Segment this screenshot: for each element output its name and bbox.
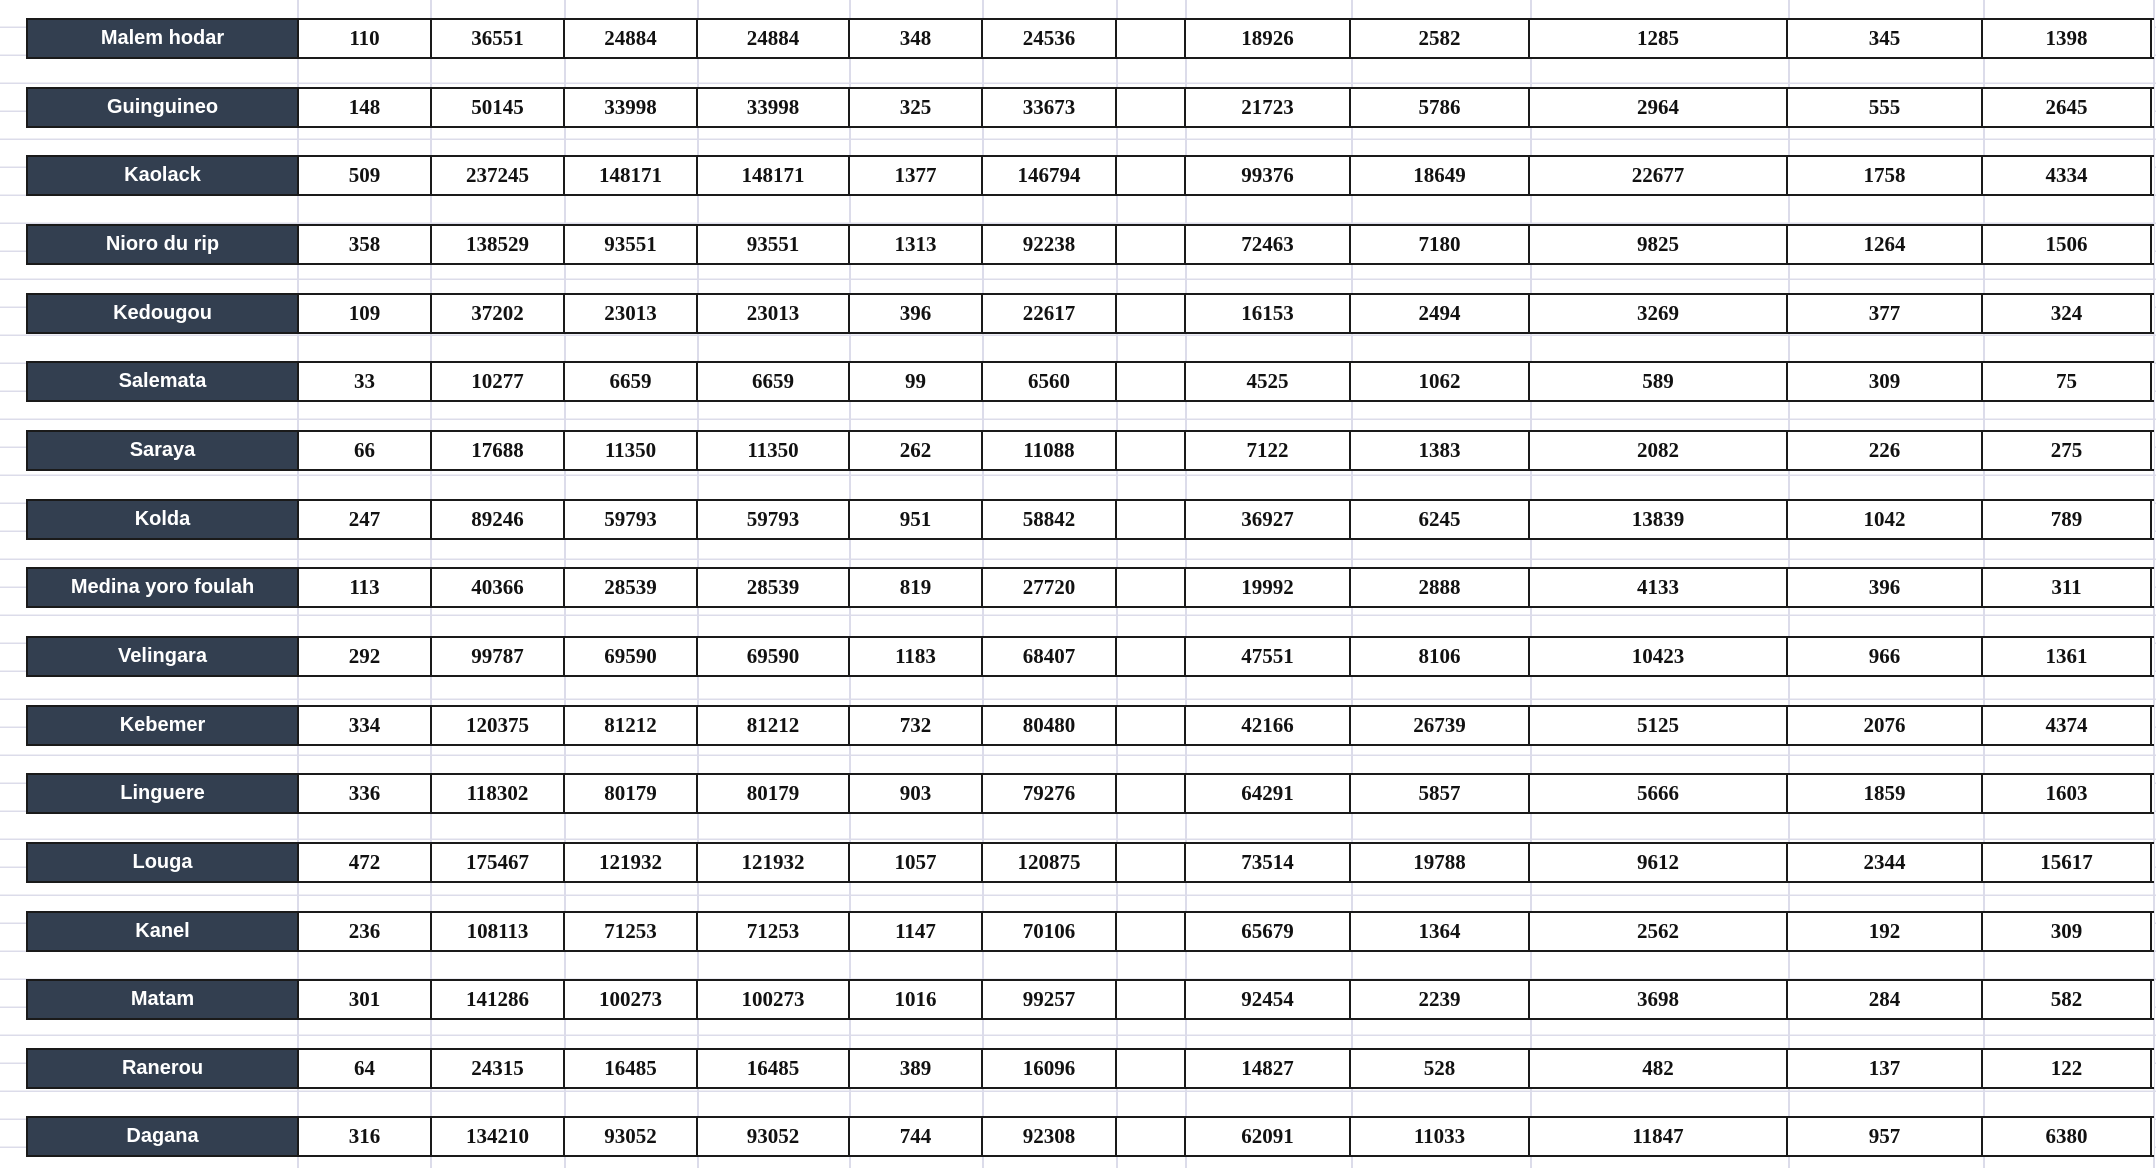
table-cell[interactable]: 1603 — [1983, 775, 2152, 812]
table-cell[interactable]: 1364 — [1351, 913, 1530, 950]
row-header-cell[interactable]: Medina yoro foulah — [26, 569, 299, 606]
table-cell[interactable]: 3698 — [1530, 981, 1788, 1018]
table-cell[interactable]: 80179 — [565, 775, 698, 812]
table-cell[interactable]: 11350 — [698, 432, 850, 469]
table-cell[interactable]: 4525 — [1186, 363, 1351, 400]
table-cell[interactable]: 6659 — [565, 363, 698, 400]
table-cell[interactable]: 966 — [1788, 638, 1983, 675]
table-cell[interactable]: 69590 — [565, 638, 698, 675]
table-cell[interactable]: 957 — [1788, 1118, 1983, 1155]
table-cell[interactable]: 11847 — [1530, 1118, 1788, 1155]
table-cell[interactable]: 27720 — [983, 569, 1117, 606]
table-row — [26, 1116, 2154, 1157]
table-cell[interactable] — [1117, 501, 1186, 538]
table-cell[interactable]: 14827 — [1186, 1050, 1351, 1087]
table-row — [26, 18, 2154, 59]
table-cell[interactable]: 2494 — [1351, 295, 1530, 332]
table-cell[interactable]: 10423 — [1530, 638, 1788, 675]
table-row — [26, 361, 2154, 402]
table-cell[interactable]: 4374 — [1983, 707, 2152, 744]
table-cell[interactable]: 5786 — [1351, 89, 1530, 126]
table-row — [26, 87, 2154, 128]
table-cell[interactable]: 118302 — [432, 775, 565, 812]
table-cell[interactable]: 93052 — [698, 1118, 850, 1155]
table-cell[interactable]: 819 — [850, 569, 983, 606]
table-cell[interactable]: 23013 — [698, 295, 850, 332]
table-cell[interactable]: 789 — [1983, 501, 2152, 538]
table-cell[interactable] — [1117, 1050, 1186, 1087]
table-cell[interactable]: 336 — [299, 775, 432, 812]
table-cell[interactable]: 10277 — [432, 363, 565, 400]
table-cell[interactable]: 18649 — [1351, 157, 1530, 194]
table-cell[interactable]: 11088 — [983, 432, 1117, 469]
table-cell[interactable]: 109 — [299, 295, 432, 332]
table-cell[interactable]: 24315 — [432, 1050, 565, 1087]
row-header-cell[interactable]: Malem hodar — [26, 20, 299, 57]
table-cell[interactable] — [1117, 569, 1186, 606]
table-cell[interactable]: 40366 — [432, 569, 565, 606]
table-cell[interactable]: 93052 — [565, 1118, 698, 1155]
table-cell[interactable]: 22677 — [1530, 157, 1788, 194]
table-cell[interactable]: 1398 — [1983, 20, 2152, 57]
table-row — [26, 773, 2154, 814]
table-cell[interactable]: 1264 — [1788, 226, 1983, 263]
table-cell[interactable]: 316 — [299, 1118, 432, 1155]
row-header-cell[interactable]: Kanel — [26, 913, 299, 950]
table-cell[interactable]: 6245 — [1351, 501, 1530, 538]
table-cell[interactable]: 93551 — [698, 226, 850, 263]
table-cell[interactable] — [1117, 844, 1186, 881]
table-cell[interactable] — [1117, 707, 1186, 744]
table-cell[interactable]: 89246 — [432, 501, 565, 538]
table-cell[interactable]: 92454 — [1186, 981, 1351, 1018]
table-cell[interactable]: 28539 — [698, 569, 850, 606]
table-cell[interactable]: 345 — [1788, 20, 1983, 57]
table-cell[interactable]: 122 — [1983, 1050, 2152, 1087]
table-cell[interactable]: 4133 — [1530, 569, 1788, 606]
table-cell[interactable]: 324 — [1983, 295, 2152, 332]
table-cell[interactable]: 237245 — [432, 157, 565, 194]
table-cell[interactable]: 24884 — [698, 20, 850, 57]
table-row — [26, 979, 2154, 1020]
table-cell[interactable]: 108113 — [432, 913, 565, 950]
row-header-cell[interactable]: Matam — [26, 981, 299, 1018]
table-cell[interactable]: 472 — [299, 844, 432, 881]
table-cell[interactable]: 2239 — [1351, 981, 1530, 1018]
table-cell[interactable] — [1117, 913, 1186, 950]
table-cell[interactable]: 275 — [1983, 432, 2152, 469]
table-cell[interactable]: 65679 — [1186, 913, 1351, 950]
table-cell[interactable] — [1117, 981, 1186, 1018]
table-cell[interactable]: 64291 — [1186, 775, 1351, 812]
table-cell[interactable]: 93551 — [565, 226, 698, 263]
row-header-cell[interactable]: Kolda — [26, 501, 299, 538]
table-cell[interactable]: 528 — [1351, 1050, 1530, 1087]
table-cell[interactable]: 2582 — [1351, 20, 1530, 57]
table-cell[interactable]: 71253 — [565, 913, 698, 950]
table-cell[interactable]: 732 — [850, 707, 983, 744]
table-cell[interactable]: 5666 — [1530, 775, 1788, 812]
table-cell[interactable]: 58842 — [983, 501, 1117, 538]
table-cell[interactable]: 33998 — [565, 89, 698, 126]
table-cell[interactable]: 80179 — [698, 775, 850, 812]
table-cell[interactable]: 1147 — [850, 913, 983, 950]
table-cell[interactable] — [1117, 432, 1186, 469]
table-cell[interactable]: 148171 — [698, 157, 850, 194]
table-cell[interactable]: 99376 — [1186, 157, 1351, 194]
row-header-cell[interactable]: Ranerou — [26, 1050, 299, 1087]
table-cell[interactable]: 99 — [850, 363, 983, 400]
table-cell[interactable]: 311 — [1983, 569, 2152, 606]
table-cell[interactable]: 301 — [299, 981, 432, 1018]
table-cell[interactable]: 26739 — [1351, 707, 1530, 744]
table-cell[interactable]: 22617 — [983, 295, 1117, 332]
table-cell[interactable] — [1117, 1118, 1186, 1155]
table-cell[interactable]: 148171 — [565, 157, 698, 194]
table-cell[interactable]: 5857 — [1351, 775, 1530, 812]
table-cell[interactable]: 100273 — [698, 981, 850, 1018]
table-cell[interactable]: 138529 — [432, 226, 565, 263]
table-row — [26, 911, 2154, 952]
row-header-cell[interactable]: Linguere — [26, 775, 299, 812]
table-cell[interactable]: 325 — [850, 89, 983, 126]
table-cell[interactable]: 1506 — [1983, 226, 2152, 263]
table-cell[interactable]: 903 — [850, 775, 983, 812]
table-cell[interactable]: 509 — [299, 157, 432, 194]
table-cell[interactable]: 1042 — [1788, 501, 1983, 538]
table-cell[interactable]: 99787 — [432, 638, 565, 675]
table-cell[interactable]: 309 — [1983, 913, 2152, 950]
table-cell[interactable]: 2888 — [1351, 569, 1530, 606]
table-row — [26, 705, 2154, 746]
table-cell[interactable]: 2344 — [1788, 844, 1983, 881]
table-cell[interactable] — [1117, 775, 1186, 812]
table-cell[interactable]: 33998 — [698, 89, 850, 126]
table-cell[interactable]: 13839 — [1530, 501, 1788, 538]
table-cell[interactable] — [1117, 89, 1186, 126]
table-cell[interactable]: 141286 — [432, 981, 565, 1018]
table-cell[interactable]: 2082 — [1530, 432, 1788, 469]
table-cell[interactable]: 92238 — [983, 226, 1117, 263]
table-cell[interactable]: 1383 — [1351, 432, 1530, 469]
table-cell[interactable]: 71253 — [698, 913, 850, 950]
table-cell[interactable]: 146794 — [983, 157, 1117, 194]
table-cell[interactable]: 2562 — [1530, 913, 1788, 950]
table-cell[interactable]: 59793 — [698, 501, 850, 538]
table-cell[interactable] — [1117, 157, 1186, 194]
table-cell[interactable]: 175467 — [432, 844, 565, 881]
table-cell[interactable]: 80480 — [983, 707, 1117, 744]
table-cell[interactable]: 19788 — [1351, 844, 1530, 881]
table-cell[interactable]: 121932 — [698, 844, 850, 881]
table-cell[interactable] — [1117, 20, 1186, 57]
table-cell[interactable]: 2645 — [1983, 89, 2152, 126]
table-row — [26, 430, 2154, 471]
table-cell[interactable]: 4334 — [1983, 157, 2152, 194]
table-cell[interactable]: 69590 — [698, 638, 850, 675]
table-cell[interactable]: 92308 — [983, 1118, 1117, 1155]
table-cell[interactable]: 66 — [299, 432, 432, 469]
table-cell[interactable]: 2964 — [1530, 89, 1788, 126]
table-cell[interactable]: 24884 — [565, 20, 698, 57]
table-cell[interactable]: 5125 — [1530, 707, 1788, 744]
table-cell[interactable]: 121932 — [565, 844, 698, 881]
table-cell[interactable]: 744 — [850, 1118, 983, 1155]
table-cell[interactable]: 11033 — [1351, 1118, 1530, 1155]
table-cell[interactable]: 2076 — [1788, 707, 1983, 744]
table-cell[interactable]: 16485 — [565, 1050, 698, 1087]
table-cell[interactable]: 47551 — [1186, 638, 1351, 675]
table-cell[interactable]: 68407 — [983, 638, 1117, 675]
table-row — [26, 567, 2154, 608]
table-cell[interactable]: 1285 — [1530, 20, 1788, 57]
table-cell[interactable]: 262 — [850, 432, 983, 469]
table-row — [26, 293, 2154, 334]
table-row — [26, 224, 2154, 265]
row-header-cell[interactable]: Kedougou — [26, 295, 299, 332]
table-cell[interactable]: 64 — [299, 1050, 432, 1087]
table-cell[interactable]: 33673 — [983, 89, 1117, 126]
table-cell[interactable]: 73514 — [1186, 844, 1351, 881]
table-cell[interactable]: 99257 — [983, 981, 1117, 1018]
table-cell[interactable]: 17688 — [432, 432, 565, 469]
table-cell[interactable]: 247 — [299, 501, 432, 538]
table-cell[interactable]: 70106 — [983, 913, 1117, 950]
table-cell[interactable]: 16485 — [698, 1050, 850, 1087]
table-cell[interactable]: 100273 — [565, 981, 698, 1018]
table-cell[interactable]: 482 — [1530, 1050, 1788, 1087]
table-cell[interactable] — [1117, 363, 1186, 400]
table-cell[interactable]: 358 — [299, 226, 432, 263]
table-cell[interactable]: 555 — [1788, 89, 1983, 126]
table-cell[interactable]: 148 — [299, 89, 432, 126]
table-cell[interactable] — [1117, 638, 1186, 675]
row-header-cell[interactable]: Velingara — [26, 638, 299, 675]
table-cell[interactable]: 6380 — [1983, 1118, 2152, 1155]
table-cell[interactable]: 81212 — [698, 707, 850, 744]
table-cell[interactable]: 309 — [1788, 363, 1983, 400]
table-cell[interactable]: 334 — [299, 707, 432, 744]
table-cell[interactable]: 21723 — [1186, 89, 1351, 126]
table-cell[interactable]: 120375 — [432, 707, 565, 744]
table-cell[interactable]: 1859 — [1788, 775, 1983, 812]
table-cell[interactable]: 3269 — [1530, 295, 1788, 332]
table-cell[interactable]: 1758 — [1788, 157, 1983, 194]
table-cell[interactable]: 59793 — [565, 501, 698, 538]
table-cell[interactable]: 1016 — [850, 981, 983, 1018]
table-cell[interactable]: 23013 — [565, 295, 698, 332]
table-cell[interactable]: 951 — [850, 501, 983, 538]
table-cell[interactable]: 6560 — [983, 363, 1117, 400]
table-cell[interactable]: 33 — [299, 363, 432, 400]
table-cell[interactable]: 137 — [1788, 1050, 1983, 1087]
table-row — [26, 1048, 2154, 1089]
table-cell[interactable]: 75 — [1983, 363, 2152, 400]
table-cell[interactable]: 9825 — [1530, 226, 1788, 263]
table-cell[interactable]: 396 — [850, 295, 983, 332]
row-header-cell[interactable]: Guinguineo — [26, 89, 299, 126]
table-cell[interactable]: 236 — [299, 913, 432, 950]
table-cell[interactable]: 8106 — [1351, 638, 1530, 675]
table-row — [26, 636, 2154, 677]
table-cell[interactable]: 42166 — [1186, 707, 1351, 744]
table-row — [26, 842, 2154, 883]
table-cell[interactable]: 1361 — [1983, 638, 2152, 675]
table-cell[interactable]: 6659 — [698, 363, 850, 400]
table-cell[interactable] — [1117, 295, 1186, 332]
table-cell[interactable]: 110 — [299, 20, 432, 57]
table-cell[interactable]: 1377 — [850, 157, 983, 194]
table-cell[interactable]: 113 — [299, 569, 432, 606]
row-header-cell[interactable]: Louga — [26, 844, 299, 881]
table-cell[interactable]: 377 — [1788, 295, 1983, 332]
table-cell[interactable]: 396 — [1788, 569, 1983, 606]
table-cell[interactable]: 7122 — [1186, 432, 1351, 469]
table-cell[interactable]: 36551 — [432, 20, 565, 57]
table-cell[interactable]: 16096 — [983, 1050, 1117, 1087]
table-cell[interactable]: 1183 — [850, 638, 983, 675]
table-cell[interactable]: 18926 — [1186, 20, 1351, 57]
table-cell[interactable]: 72463 — [1186, 226, 1351, 263]
table-cell[interactable]: 50145 — [432, 89, 565, 126]
table-cell[interactable]: 120875 — [983, 844, 1117, 881]
table-cell[interactable]: 19992 — [1186, 569, 1351, 606]
table-cell[interactable]: 79276 — [983, 775, 1117, 812]
table-cell[interactable]: 226 — [1788, 432, 1983, 469]
table-cell[interactable]: 7180 — [1351, 226, 1530, 263]
table-cell[interactable]: 582 — [1983, 981, 2152, 1018]
table-cell[interactable]: 1313 — [850, 226, 983, 263]
table-cell[interactable]: 134210 — [432, 1118, 565, 1155]
table-cell[interactable]: 36927 — [1186, 501, 1351, 538]
table-cell[interactable]: 284 — [1788, 981, 1983, 1018]
table-cell[interactable]: 389 — [850, 1050, 983, 1087]
table-cell[interactable]: 15617 — [1983, 844, 2152, 881]
table-cell[interactable]: 11350 — [565, 432, 698, 469]
row-header-cell[interactable]: Kebemer — [26, 707, 299, 744]
table-cell[interactable]: 24536 — [983, 20, 1117, 57]
table-row — [26, 499, 2154, 540]
table-cell[interactable] — [1117, 226, 1186, 263]
table-cell[interactable]: 589 — [1530, 363, 1788, 400]
table-cell[interactable]: 28539 — [565, 569, 698, 606]
row-header-cell[interactable]: Dagana — [26, 1118, 299, 1155]
row-header-cell[interactable]: Saraya — [26, 432, 299, 469]
table-cell[interactable]: 9612 — [1530, 844, 1788, 881]
table-cell[interactable]: 37202 — [432, 295, 565, 332]
table-cell[interactable]: 292 — [299, 638, 432, 675]
table-cell[interactable]: 16153 — [1186, 295, 1351, 332]
row-header-cell[interactable]: Nioro du rip — [26, 226, 299, 263]
table-cell[interactable]: 81212 — [565, 707, 698, 744]
table-cell[interactable]: 348 — [850, 20, 983, 57]
row-header-cell[interactable]: Kaolack — [26, 157, 299, 194]
row-header-cell[interactable]: Salemata — [26, 363, 299, 400]
table-cell[interactable]: 1062 — [1351, 363, 1530, 400]
table-cell[interactable]: 62091 — [1186, 1118, 1351, 1155]
table-row — [26, 155, 2154, 196]
table-cell[interactable]: 192 — [1788, 913, 1983, 950]
table-cell[interactable]: 1057 — [850, 844, 983, 881]
